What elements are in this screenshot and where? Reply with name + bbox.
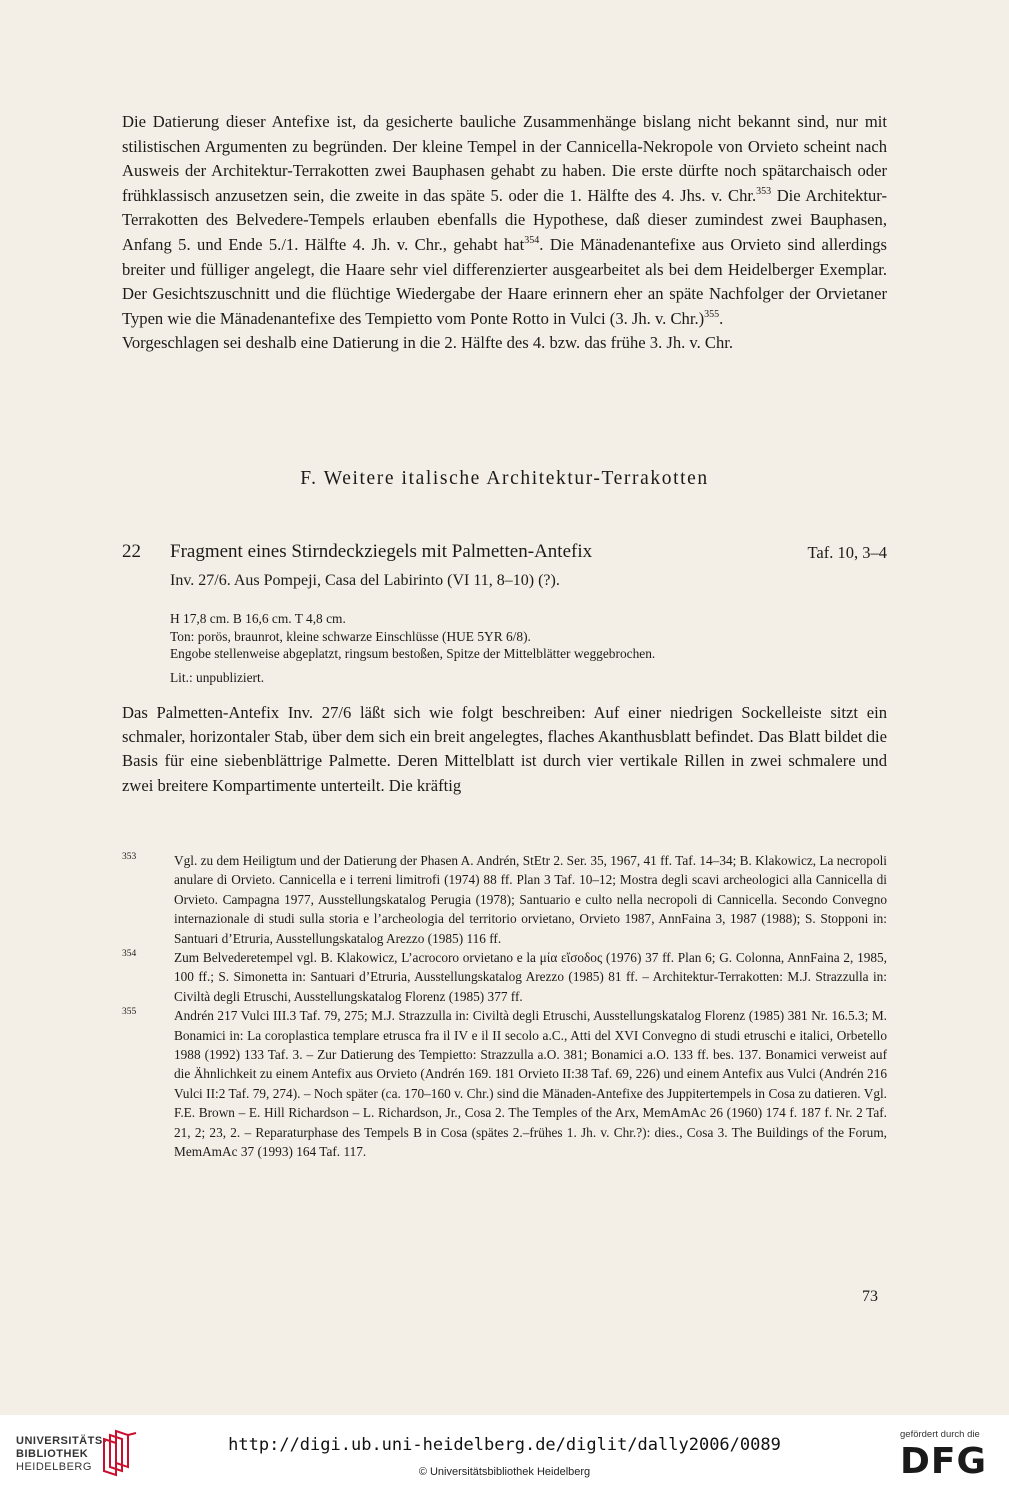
section-heading: F. Weitere italische Architektur-Terrakotten [300,468,709,489]
footnote-number: 354 [122,949,137,960]
footnote-text: Zum Belvederetempel vgl. B. Klakowicz, L’acrocoro orvietano e la μία εἴσοδος (1976) 37 ff. Plan 6; G. Colonna, AnnFaina 2, 1985, 100 ff.; S. Simonetta in: Santuari d’Etruria, Ausstellungskatalog Arezzo (1985) 81 ff. – Architektur-Terrakotten: M.J. Strazzulla in: Civiltà degli Etruschi, Ausstellungskatalog Florenz (1985) 377 ff. [174,950,887,1004]
plate-reference: Taf. 10, 3–4 [807,543,887,562]
footnote-354 [122,948,887,1006]
entry-condition: Engobe stellenweise abgeplatzt, ringsum bestoßen, Spitze der Mittelblätter weggebrochen. [170,646,656,662]
library-logo-text[interactable]: UNIVERSITÄTS- BIBLIOTHEK HEIDELBERG [16,1435,107,1473]
funder-note: gefördert durch die [900,1429,980,1440]
footnote-text: Andrén 217 Vulci III.3 Taf. 79, 275; M.J. Strazzulla in: Civiltà degli Etruschi, Ausstellungskatalog Florenz (1985) 381 Nr. 16.5.3; M. Bonamici in: La coroplastica templare etrusca fra il IV e il II secolo a.C., Atti del XVI Convegno di studi etruschi e italici, Orbetello 1988 (1992) 133 Taf. 3. – Zur Datierung des Tempietto: Strazzulla a.O. 381; Bonamici a.O. 133 ff. bes. 137. Bonamici verweist auf die Ähnlichkeit zu einem Antefix aus Orvieto (Andrén 169. 181 Orvieto II:38 Taf. 69, 226) und einem Antefix aus Vulci (Andrén 216 Vulci II:2 Taf. 79, 274). – Noch später (ca. 170–160 v. Chr.) sind die Mänaden-Antefixe des Juppitertempels in Cosa zu datieren. Vgl. F.E. Brown – E. Hill Richardson – L. Richardson, Jr., Cosa 2. The Temples of the Arx, MemAmAc 26 (1960) 174 f. 187 f. Nr. 2 Taf. 21, 2; 23, 2. – Reparaturphase des Tempels B in Cosa (spätes 2.–frühes 1. Jh. v. Chr.?): dies., Cosa 3. The Buildings of the Forum, MemAmAc 37 (1993) 164 Taf. 117. [174,1008,887,1160]
entry-literature: Lit.: unpubliziert. [170,669,265,685]
permalink-url[interactable]: http://digi.ub.uni-heidelberg.de/diglit/dally2006/0089 [228,1435,781,1455]
entry-inventory: Inv. 27/6. Aus Pompeji, Casa del Labirinto (VI 11, 8–10) (?). [170,572,560,589]
footnote-ref-354[interactable]: 354 [524,234,540,246]
paragraph-description: Das Palmetten-Antefix Inv. 27/6 läßt sich wie folgt beschreiben: Auf einer niedrigen Sockelleiste sitzt ein schmaler, horizontaler Stab, über dem sich ein breit angelegtes, flaches Akanthusblatt befindet. Das Blatt bildet die Basis für eine siebenblättrige Palmette. Deren Mittelblatt ist durch vier vertikale Rillen in zwei schmalere und zwei breitere Kompartimente unterteilt. Die kräftig [122,703,887,795]
footnote-number: 353 [122,852,137,862]
page-number: 73 [862,1288,878,1305]
footnote-number: 355 [122,1007,137,1018]
viewer-footer [0,1415,1009,1489]
paragraph-dating-main: Die Datierung dieser Antefixe ist, da gesicherte bauliche Zusammenhänge bislang nicht bekannt sind, nur mit stilistischen Argumenten zu begründen. Der kleine Tempel in der Cannicella-Nekropole von Orvieto scheint nach Ausweis der Architektur-Terrakotten zwei Bauphasen gehabt zu haben. Die erste dürfte noch spätarchaisch oder frühklassisch anzusetzen sein, die zweite in das späte 5. oder die 1. Hälfte des 4. Jhs. v. Chr.$^{353}$ Die Architektur-Terrakotten des Belvedere-Tempels erlauben ebenfalls die Hypothese, daß dieser zumindest zwei Bauphasen, Anfang 5. und Ende 5./1. Hälfte 4. Jh. v. Chr., gehabt hat$^{354}$. Die Mänadenantefixe aus Orvieto sind allerdings breiter und fülliger angelegt, die Haare sehr viel differenzierter ausgearbeitet als bei dem Heidelberger Exemplar. Der Gesichtszuschnitt und die flüchtige Wiedergabe der Haare erinnern eher an späte Nachfolger der Orvietaner Typen wie die Mänadenantefixe des Tempietto vom Ponte Rotto in Vulci (3. Jh. v. Chr.)$^{355}$. [122,112,887,328]
paragraph-dating [122,110,887,356]
entry-dimensions: H 17,8 cm. B 16,6 cm. T 4,8 cm. [170,611,346,626]
dfg-logo[interactable]: DFG [900,1441,988,1482]
footnote-353 [122,851,887,948]
entry-specifications [170,610,655,686]
entry-number: 22 [122,541,141,562]
footnote-text: Vgl. zu dem Heiligtum und der Datierung der Phasen A. Andrén, StEtr 2. Ser. 35, 1967, 41 ff. Taf. 14–34; B. Klakowicz, La necropoli anulare di Orvieto. Cannicella e i terreni limitrofi (1974) 88 ff. Plan 3 Taf. 10–12; Mostra degli scavi archeologici alla Cannicella di Orvieto. Campagna 1977, Ausstellungskatalog Perugia (1978); Santuario e culto nella necropoli di Cannicella. Secondo Convegno internazionale di studi sulla storia e l’archeologia del territorio orvietano, Orvieto 1987, AnnFaina 3, 1987 (1988); S. Stopponi in: Santuari d’Etruria, Ausstellungskatalog Arezzo (1985) 116 ff. [174,853,887,946]
entry-clay: Ton: porös, braunrot, kleine schwarze Einschlüsse (HUE 5YR 6/8). [170,628,531,644]
entry-title: Fragment eines Stirndeckziegels mit Palmetten-Antefix [170,541,593,562]
footnote-355 [122,1006,887,1161]
footnote-ref-355[interactable]: 355 [704,308,720,320]
copyright-notice: © Universitätsbibliothek Heidelberg [418,1466,591,1478]
footnote-ref-353[interactable]: 353 [756,185,772,197]
paragraph-dating-conclusion: Vorgeschlagen sei deshalb eine Datierung in die 2. Hälfte des 4. bzw. das frühe 3. Jh. v. Chr. [122,333,734,353]
footnotes [122,851,887,1162]
